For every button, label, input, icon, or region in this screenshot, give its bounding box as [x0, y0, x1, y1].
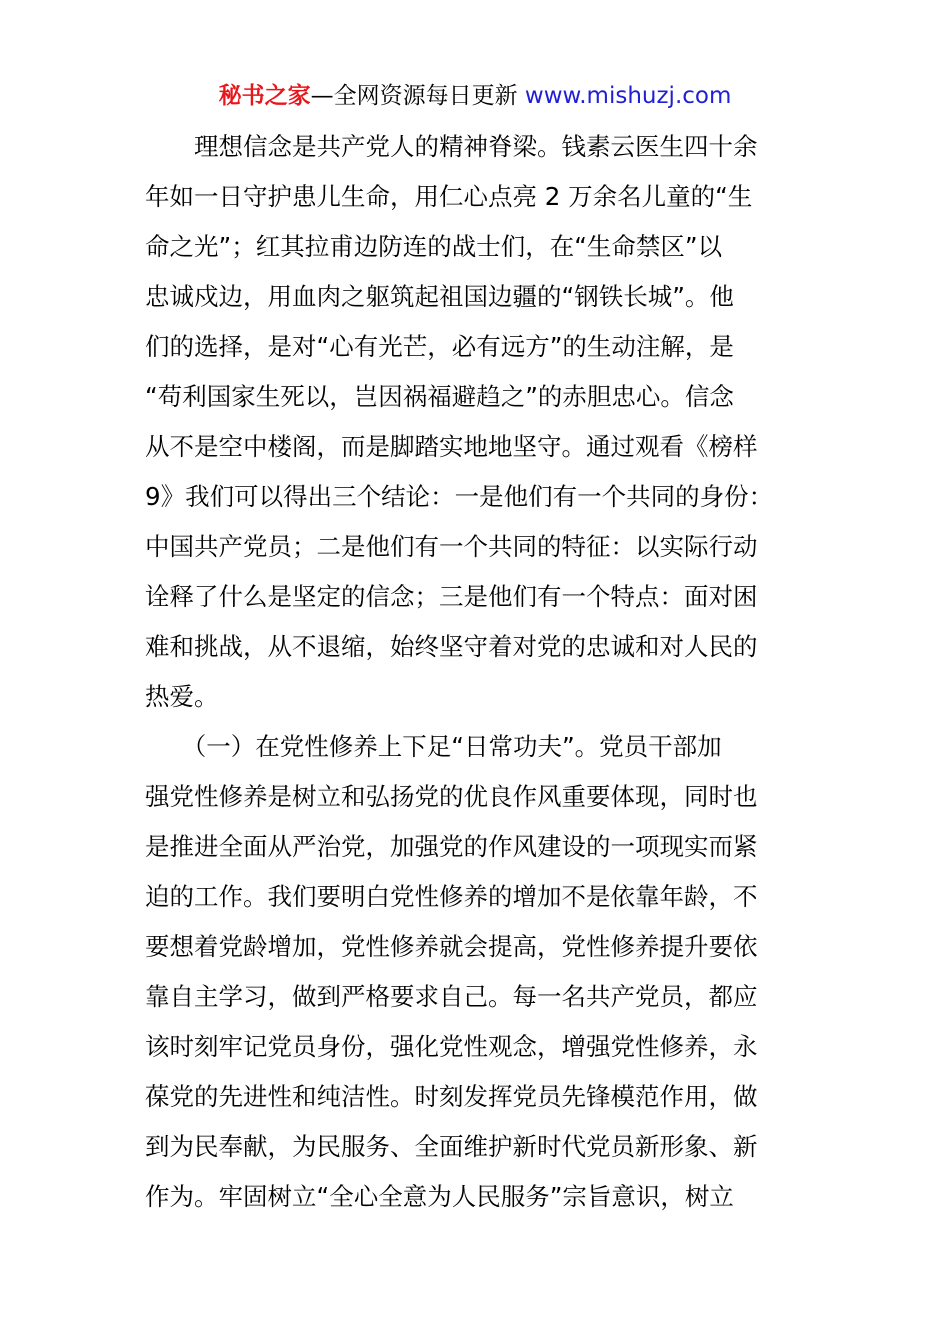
text-line: 命之光”；红其拉甫边防连的战士们，在“生命禁区”以	[145, 232, 723, 261]
text-line: 靠自主学习，做到严格要求自己。每一名共产党员，都应	[145, 982, 758, 1011]
text-line: 理想信念是共产党人的精神脊梁。钱素云医生四十余	[145, 132, 758, 161]
site-url-link[interactable]: www.mishuzj.com	[524, 83, 732, 109]
text-line: 迫的工作。我们要明白党性修养的增加不是依靠年龄，不	[145, 882, 758, 911]
text-line: 难和挑战，从不退缩，始终坚守着对党的忠诚和对人民的	[145, 632, 758, 661]
text-line: 们的选择，是对“心有光芒，必有远方”的生动注解，是	[145, 332, 734, 361]
page-header	[0, 78, 950, 114]
text-line: 要想着党龄增加，党性修养就会提高，党性修养提升要依	[145, 932, 758, 961]
text-line: 葆党的先进性和纯洁性。时刻发挥党员先锋模范作用，做	[145, 1082, 758, 1111]
text-line: 9》我们可以得出三个结论：一是他们有一个共同的身份：	[145, 482, 774, 511]
header-tagline: —全网资源每日更新	[310, 83, 518, 109]
text-line: 诠释了什么是坚定的信念；三是他们有一个特点：面对困	[145, 582, 758, 611]
text-line: 年如一日守护患儿生命，用仁心点亮 2 万余名儿童的“生	[145, 182, 753, 211]
text-line: 忠诚戍边，用血肉之躯筑起祖国边疆的“钢铁长城”。他	[145, 282, 734, 311]
brand-name: 秘书之家	[218, 83, 311, 109]
text-line: 作为。牢固树立“全心全意为人民服务”宗旨意识，树立	[145, 1182, 734, 1211]
text-line: 强党性修养是树立和弘扬党的优良作风重要体现，同时也	[145, 782, 758, 811]
text-line: 从不是空中楼阁，而是脚踏实地地坚守。通过观看《榜样	[145, 432, 758, 461]
text-line: 热爱。	[145, 682, 219, 711]
text-line: 到为民奉献，为民服务、全面维护新时代党员新形象、新	[145, 1132, 758, 1161]
text-line: 该时刻牢记党员身份，强化党性观念，增强党性修养，永	[145, 1032, 758, 1061]
text-line: 是推进全面从严治党，加强党的作风建设的一项现实而紧	[145, 832, 758, 861]
document-body	[145, 122, 807, 1222]
text-line: 中国共产党员；二是他们有一个共同的特征：以实际行动	[145, 532, 758, 561]
text-line: （一）在党性修养上下足“日常功夫”。党员干部加	[145, 732, 722, 761]
text-line: “苟利国家生死以，岂因祸福避趋之”的赤胆忠心。信念	[145, 382, 734, 411]
